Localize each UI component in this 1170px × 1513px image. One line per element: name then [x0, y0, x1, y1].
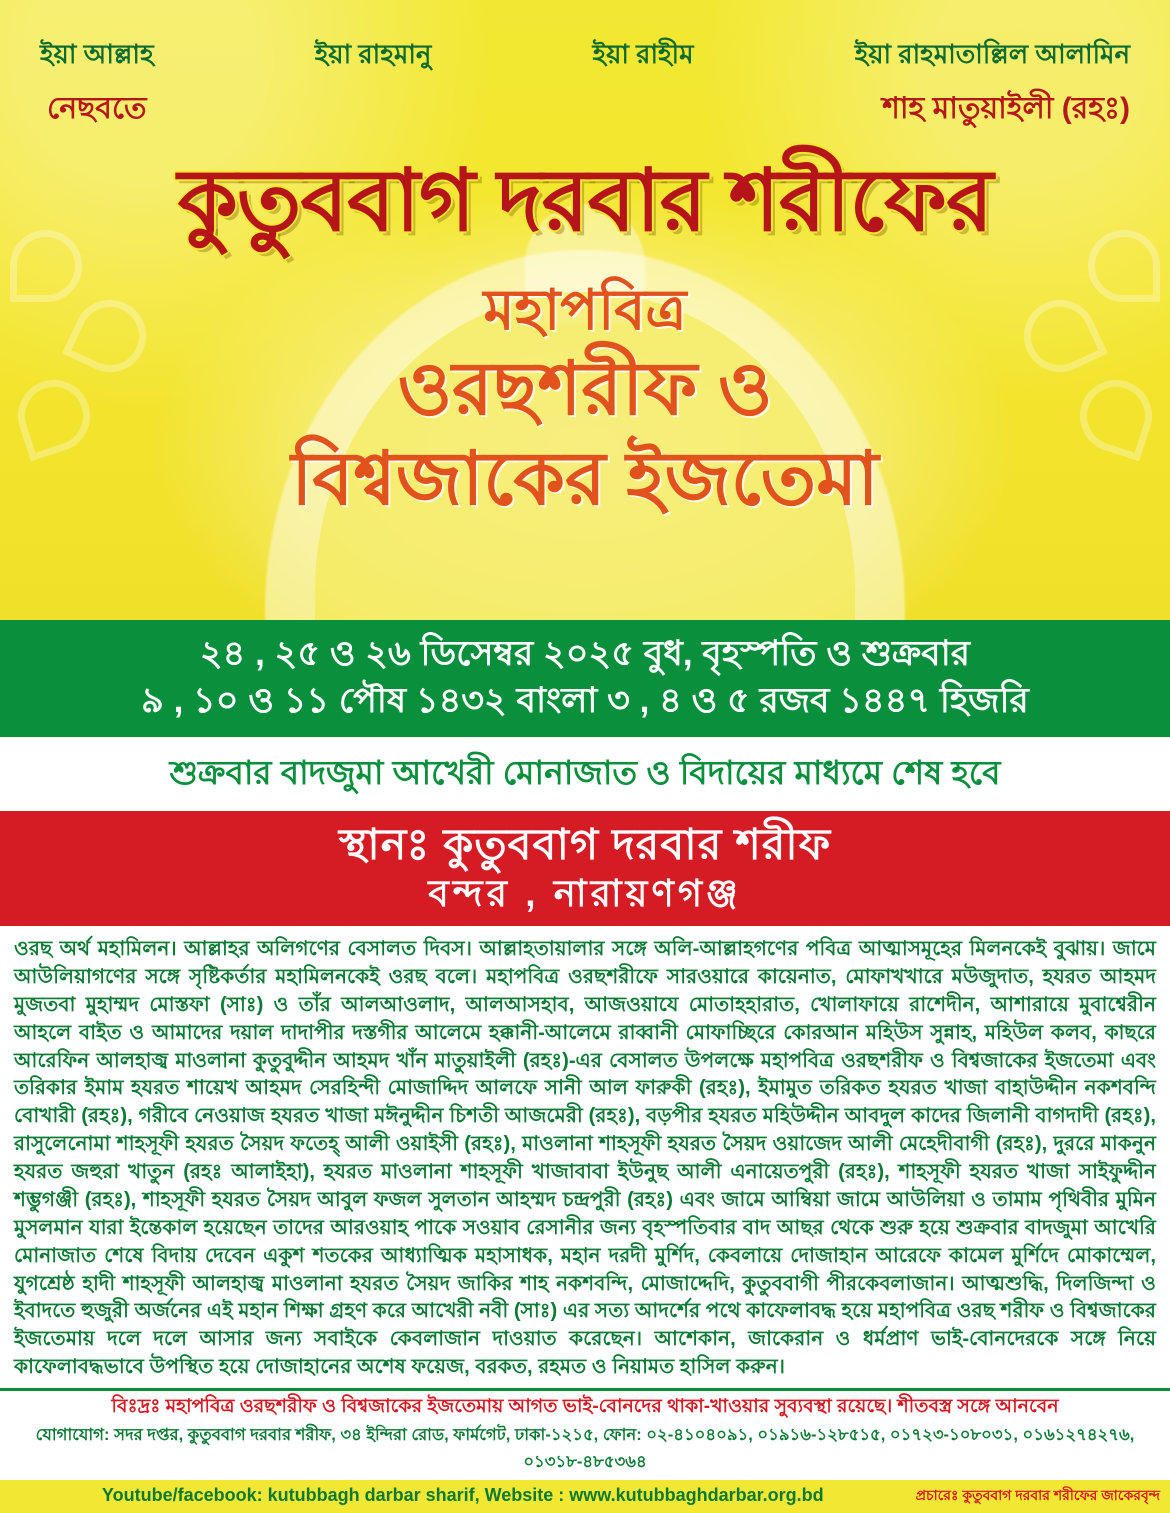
invocation-rahim: ইয়া রাহীম: [592, 39, 694, 69]
body-text: [0, 926, 1170, 1382]
date-band: [0, 620, 1170, 737]
date-line-gregorian: ২৪ , ২৫ ও ২৬ ডিসেম্বর ২০২৫ বুধ, বৃহস্পতি ও শুক্রবার: [199, 634, 971, 673]
page-title: কুতুববাগ দরবার শরীফের: [177, 153, 993, 249]
footer: [0, 1388, 1170, 1513]
body-paragraph: ওরছ অর্থ মহামিলন। আল্লাহর অলিগণের বেসালত দিবস। আল্লাহতায়ালার সঙ্গে অলি-আল্লাহগণের পবিত্র আত্মাসমূহের মিলনকেই বুঝায়। জামে আউলিয়াগণের সঙ্গে সৃষ্টিকর্তার মহামিলনকেই ওরছ বলে। মহাপবিত্র ওরছশরীফে সারওয়ারে কায়েনাত, মোফাখখারে মউজুদাত, হযরত আহমদ মুজতবা মুহাম্মদ মোস্তফা (সাঃ) ও তাঁর আলআওলাদ, আলআসহাব, আজওয়াযে মোতাহহারাত, খোলাফায়ে রাশেদীন, আশারায়ে মুবাশ্বেরীন আহলে বাইত ও আমাদের দয়াল দাদাপীর দস্তগীর আলেমে হক্কানী-আলেমে রাব্বানী মোফাচ্ছিরে কোরআন মহিউস সুন্নাহ, মহিউল কলব, কাছরে আরেফিন আলহাজ্ব মাওলানা কুতুবুদ্দীন আহমদ খাঁন মাতুয়াইলী (রহঃ)-এর বেসালত উপলক্ষে মহাপবিত্র ওরছশরীফ ও বিশ্বজাকের ইজতেমা এবং তরিকার ইমাম হযরত শায়েখ আহমদ সেরহিন্দী মোজাদ্দিদ আলফে সানী আল ফারুকী (রহঃ), ইমামুত তরিকত হযরত খাজা বাহাউদ্দীন নকশবন্দি বোখারী (রহঃ), গরীবে নেওয়াজ হযরত খাজা মঈনুদ্দীন চিশতী আজমেরী (রহঃ), বড়পীর হযরত মহিউদ্দীন আবদুল কাদের জিলানী বাগদাদী (রহঃ), রাসুলেনোমা শাহসূফী হযরত সৈয়দ ফতেহ্ আলী ওয়াইসী (রহঃ), মাওলানা শাহসূফী হযরত সৈয়দ ওয়াজেদ আলী মেহেদীবাগী (রহঃ), দুররে মাকনুন হযরত জহুরা খাতুন (রহঃ আলাইহা), হযরত মাওলানা শাহসূফী খাজাবাবা ইউনুছ আলী এনায়েতপুরী (রহঃ), শাহসূফী হযরত খাজা সাইফুদ্দীন শম্ভুগঞ্জী (রহঃ), শাহসূফী হযরত সৈয়দ আবুল ফজল সুলতান আহম্মদ চন্দ্রপুরী (রহঃ) এবং জামে আম্বিয়া জামে আউলিয়া ও তামাম পৃথিবীর মুমিন মুসলমান যারা ইন্তেকাল হয়েছেন তাদের আরওয়াহ পাকে সওয়াব রেসানীর জন্য বৃহস্পতিবার বাদ আছর থেকে শুরু হয়ে শুক্রবার বাদজুমা আখেরি মোনাজাত শেষে বিদায় দেবেন একুশ শতকের আধ্যাত্মিক মহাসাধক, মহান দরদী মুর্শিদ, কেবলায়ে দোজাহান আরেফে কামেল মুর্শিদে মোকাম্মেল, যুগশ্রেষ্ঠ হাদী শাহসূফী আলহাজ্ব মাওলানা হযরত সৈয়দ জাকির শাহ নকশবন্দি, মোজাদ্দেদি, কুতুববাগী পীরকেবলাজান। আত্মশুদ্ধি, দিলজিন্দা ও ইবাদতে হুজুরী অর্জনের এই মহান শিক্ষা গ্রহণ করে আখেরী নবী (সাঃ) এর সত্য আদর্শের পথে কাফেলাবদ্ধ হয়ে মহাপবিত্র ওরছ শরীফ ও বিশ্বজাকের ইজতেমায় দলে দলে আসার জন্য সবাইকে কেবলাজান দাওয়াত করেছেন। আশেকান, জাকেরান ও ধর্মপ্রাণ ভাই-বোনদেরকে সঙ্গে নিয়ে কাফেলাবদ্ধভাবে উপস্থিত হয়ে দোজাহানের অশেষ ফয়েজ, বরকত, রহমত ও নিয়ামত হাসিল করুন।: [14, 938, 1156, 1379]
event-subtitle: [0, 277, 1170, 522]
invocation-rahman: ইয়া রাহমানু: [314, 39, 432, 69]
invocation-rahmatallil-text: ইয়া রাহমাতাল্লিল আলামিন: [854, 39, 1130, 69]
poster-header-section: [0, 0, 1170, 620]
invocation-row: [0, 0, 1170, 135]
event-subtitle-line1: মহাপবিত্র: [483, 278, 687, 342]
event-subtitle-line2: ওরছশরীফ ও: [397, 347, 773, 431]
venue-line1: স্থানঃ কুতুববাগ দরবার শরীফ: [338, 820, 832, 869]
venue-band: [0, 811, 1170, 927]
venue-line2: বন্দর , নারায়ণগঞ্জ: [428, 872, 742, 914]
footer-publisher: প্রচারেঃ কুতুববাগ দরবার শরীফের জাকেরবৃন্দ: [915, 1486, 1160, 1503]
invocation-allah: [40, 34, 154, 135]
footer-web-link[interactable]: Youtube/facebook: kutubbagh darbar sharif, Website : www.kutubbaghdarbar.org.bd: [101, 1485, 824, 1506]
date-line-bangla-hijri: ৯ , ১০ ও ১১ পৌষ ১৪৩২ বাংলা ৩ , ৪ ও ৫ রজব ১৪৪৭ হিজরি: [141, 681, 1029, 721]
footer-note: বিঃদ্রঃ মহাপবিত্র ওরছশরীফ ও বিশ্বজাকের ইজতেমায় আগত ভাই-বোনদের থাকা-খাওয়ার সুব্যবস্থা রয়েছে। শীতবস্ত্র সঙ্গে আনবেন: [111, 1396, 1059, 1418]
event-subtitle-line3: বিশ্বজাকের ইজতেমা: [291, 436, 879, 520]
invocation-left-sub: নেছবতে: [47, 92, 147, 125]
invocation-allah-text: ইয়া আল্লাহ: [40, 39, 154, 69]
invocation-rahmatallil-alamin: [855, 34, 1130, 135]
footer-contact: যোগাযোগ: সদর দপ্তর, কুতুববাগ দরবার শরীফ, ৩৪ ইন্দিরা রোড, ফার্মগেট, ঢাকা-১২১৫, ফোন: ০২-৪১০৪০৯১, ০১৯১৬-১২৮৫১৫, ০১৭২৩-১০৮০৩১, ০১৬১২৭৪২৭৬, ০১৩১৮-৪৮৫৩৬৪: [35, 1425, 1135, 1471]
closing-note: শুক্রবার বাদজুমা আখেরী মোনাজাত ও বিদায়ের মাধ্যমে শেষ হবে: [0, 737, 1170, 811]
invocation-right-sub: শাহ মাতুয়াইলী (রহঃ): [882, 92, 1130, 125]
